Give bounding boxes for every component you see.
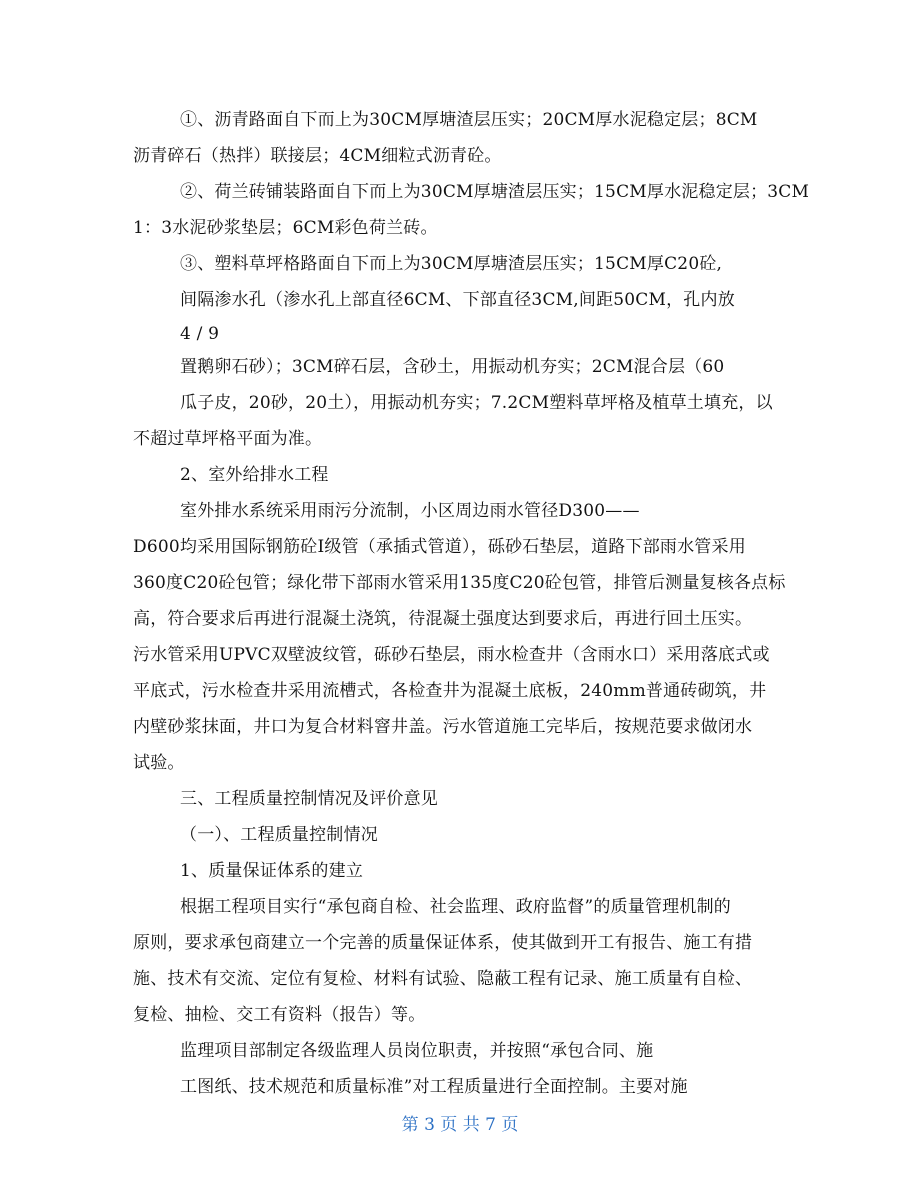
- text-line: 室外排水系统采用雨污分流制，小区周边雨水管径D300——: [180, 501, 640, 521]
- text-line: 施、技术有交流、定位有复检、材料有试验、隐蔽工程有记录、施工质量有自检、: [133, 969, 753, 989]
- page-footer: 第 3 页 共 7 页: [401, 1115, 519, 1135]
- text-line: 1：3水泥砂浆垫层；6CM彩色荷兰砖。: [133, 218, 438, 238]
- subsection-heading: 1、质量保证体系的建立: [180, 861, 364, 881]
- text-line: 监理项目部制定各级监理人员岗位职责，并按照“承包合同、施: [180, 1041, 654, 1061]
- text-line: 工图纸、技术规范和质量标准”对工程质量进行全面控制。主要对施: [180, 1077, 688, 1097]
- text-line: 置鹅卵石砂）；3CM碎石层，含砂土，用振动机夯实；2CM混合层（60: [180, 357, 725, 377]
- text-line: 不超过草坪格平面为准。: [133, 429, 323, 449]
- page-marker: 4 / 9: [180, 324, 220, 344]
- text-line: 高，符合要求后再进行混凝土浇筑，待混凝土强度达到要求后，再进行回土压实。: [133, 609, 753, 629]
- text-line: 污水管采用UPVC双壁波纹管，砾砂石垫层，雨水检查井（含雨水口）采用落底式或: [133, 645, 770, 665]
- subsection-heading: （一）、工程质量控制情况: [180, 825, 378, 845]
- text-line: 内壁砂浆抹面，井口为复合材料窨井盖。污水管道施工完毕后，按规范要求做闭水: [133, 717, 753, 737]
- text-line: 间隔渗水孔（渗水孔上部直径6CM、下部直径3CM,间距50CM，孔内放: [180, 290, 735, 310]
- text-line: 复检、抽检、交工有资料（报告）等。: [133, 1005, 426, 1025]
- text-line: D600均采用国际钢筋砼Ⅰ级管（承插式管道），砾砂石垫层，道路下部雨水管采用: [133, 537, 746, 557]
- text-line: 360度C20砼包管；绿化带下部雨水管采用135度C20砼包管，排管后测量复核各点标: [133, 573, 786, 593]
- text-line: 试验。: [133, 753, 185, 773]
- text-line: ①、沥青路面自下而上为30CM厚塘渣层压实；20CM厚水泥稳定层；8CM: [180, 110, 758, 130]
- section-heading: 三、工程质量控制情况及评价意见: [180, 789, 438, 809]
- text-line: ②、荷兰砖铺装路面自下而上为30CM厚塘渣层压实；15CM厚水泥稳定层；3CM: [180, 182, 810, 202]
- section-heading: 2、室外给排水工程: [180, 465, 329, 485]
- text-line: 平底式，污水检查井采用流槽式，各检查井为混凝土底板，240mm普通砖砌筑，井: [133, 681, 767, 701]
- text-line: ③、塑料草坪格路面自下而上为30CM厚塘渣层压实；15CM厚C20砼,: [180, 254, 723, 274]
- text-line: 原则，要求承包商建立一个完善的质量保证体系，使其做到开工有报告、施工有措: [133, 933, 753, 953]
- text-line: 瓜子皮，20砂，20土），用振动机夯实；7.2CM塑料草坪格及植草土填充，以: [180, 393, 773, 413]
- text-line: 根据工程项目实行“承包商自检、社会监理、政府监督”的质量管理机制的: [180, 897, 731, 917]
- text-line: 沥青碎石（热拌）联接层；4CM细粒式沥青砼。: [133, 146, 502, 166]
